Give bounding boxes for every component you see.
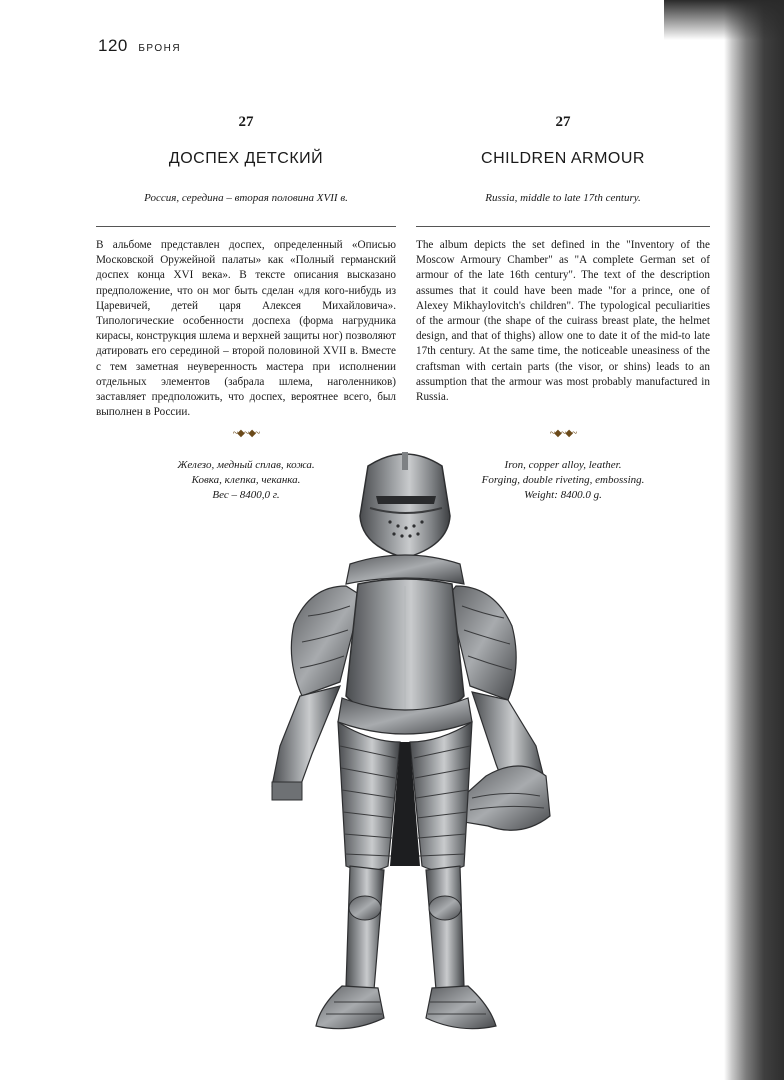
armour-photo: [250, 446, 560, 1042]
helmet: [360, 452, 450, 558]
divider-rule: [416, 226, 710, 227]
materials-line: Железо, медный сплав, кожа.: [177, 459, 315, 471]
catalog-number: 27: [555, 114, 571, 130]
ornament-divider: ~◆~◆~: [232, 428, 260, 439]
tassets: [338, 698, 472, 871]
description-paragraph: В альбоме представлен доспех, определенный «Описью Московской Оружейной палаты» как «Полный германский доспех конца XVI века». В тексте описания высказано предположение, что он мог быть сделан «для кого-нибудь из Царевичей, детей царя Алексея Михайловича». Типологические особенности доспеха (форма нагрудника кирасы, конструкция шлема и верхней защиты ног) позволяют датировать его серединой – второй половиной XVII в. Вместе с тем заметная неуверенность мастера при исполнении отдельных элементов (забрала шлема, наголенников) заставляет предположить, что доспех, вероятнее всего, был выполнен в России.: [96, 239, 396, 419]
weight-line: Вес – 8400,0 г.: [212, 489, 280, 501]
item-title: ДОСПЕХ ДЕТСКИЙ: [168, 150, 324, 167]
page-edge-shadow: [724, 0, 784, 1080]
item-dating: Russia, middle to late 17th century.: [485, 192, 641, 204]
catalog-number: 27: [238, 114, 254, 130]
page-edge-shadow-top: [664, 0, 784, 40]
section-title: БРОНЯ: [138, 43, 182, 54]
page-number: 120: [98, 36, 128, 55]
technique-line: Ковка, клепка, чеканка.: [191, 474, 301, 486]
technique-line: Forging, double riveting, embossing.: [481, 474, 645, 486]
ornament-divider: ~◆~◆~: [549, 428, 577, 439]
description-paragraph: The album depicts the set defined in the "Inventory of the Moscow Armoury Chamber" as "A complete German set of armour of the late 16th century". The text of the description assumes that it could have been made "for a prince, one of Alexey Mikhaylovitch's children". The typological peculiarities of the armour (the shape of the cuirass breast plate, the helmet design, and that of thighs) allow one to date it of the mid-to late 17th century. At the same time, the noticeable uneasiness of the craftsman with certain parts (the visor, or shins) leads to an assumption that the armour was most probably manufactured in Russia.: [416, 239, 710, 404]
item-dating: Россия, середина – вторая половина XVII в.: [144, 192, 348, 204]
divider-rule: [96, 226, 396, 227]
weight-line: Weight: 8400.0 g.: [524, 489, 602, 501]
running-header: [98, 36, 181, 56]
materials-line: Iron, copper alloy, leather.: [504, 459, 622, 471]
legs: [316, 866, 496, 1029]
item-title: CHILDREN ARMOUR: [481, 150, 645, 167]
